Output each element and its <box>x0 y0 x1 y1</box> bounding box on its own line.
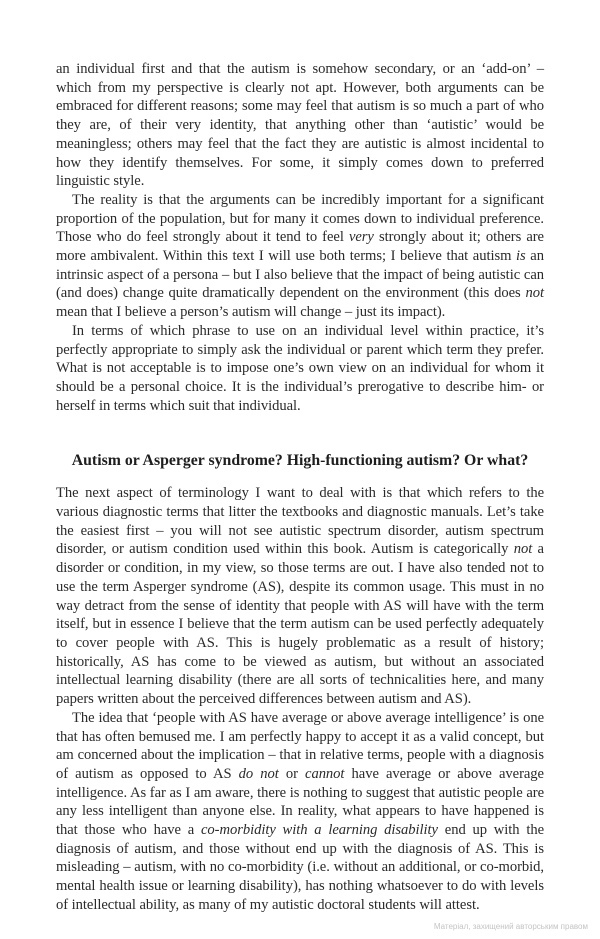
paragraph <box>56 322 544 416</box>
paragraph <box>56 484 544 708</box>
emphasized-text: not <box>513 541 533 558</box>
text-run: an intrinsic aspect of a persona – but I also believe that the impact of being autistic can (and does) change quite dramatically dependent on the environment (this does <box>56 248 544 302</box>
text-run: The next aspect of terminology I want to deal with is that which refers to the various diagnostic terms that litter the textbooks and diagnostic manuals. Let’s take the easiest first – you will not see autistic spectrum disorder, autism spectrum disorder, or autism condition used within this book. Autism is categorically <box>56 485 544 558</box>
text-run: mean that I believe a person’s autism will change – just its impact). <box>56 304 446 321</box>
copyright-watermark: Матеріал, захищений авторським правом <box>433 922 588 931</box>
text-run: an individual first and that the autism is somehow secondary, or an ‘add-on’ – which from my perspective is clearly not apt. However, both arguments can be embraced for different reasons; some may feel that autism is so much a part of who they are, of their very identity, that anything other than ‘autistic’ would be meaningless; others may feel that the fact they are autistic is almost incidental to how they identify themselves. For some, it simply comes down to preferred linguistic style. <box>56 61 544 190</box>
text-run: or <box>278 765 306 782</box>
book-page <box>56 60 544 915</box>
emphasized-text: cannot <box>305 765 345 782</box>
emphasized-text: co-morbidity with a learning disability <box>200 822 438 839</box>
text-run: The idea that ‘people with AS have average or above average intelligence’ is one that has often bemused me. I am perfectly happy to accept it as a valid concept, but am concerned about the implication – that in relative terms, people with a diagnosis of autism as opposed to AS <box>56 709 544 782</box>
emphasized-text: do not <box>238 765 279 782</box>
paragraph <box>56 60 544 191</box>
text-run: In terms of which phrase to use on an individual level within practice, it’s perfectly appropriate to simply ask the individual or parent which term they prefer. What is not acceptable is to impose one’s own view on an individual for whom it should be a personal choice. It is the individual’s prerogative to describe him- or herself in terms which suit that individual. <box>56 322 544 414</box>
text-run: have average or above average intelligence. As far as I am aware, there is nothing to suggest that autistic people are any less intelligent than anyone else. In reality, what appears to have happened is that those who have a <box>56 765 544 839</box>
section-heading: Autism or Asperger syndrome? High-functioning autism? Or what? <box>71 452 529 470</box>
paragraph <box>56 709 544 915</box>
text-run: strongly about it; others are more ambivalent. Within this text I will use both terms; I believe that autism <box>56 229 544 265</box>
emphasized-text: not <box>525 285 544 302</box>
text-run: a disorder or condition, in my view, so those terms are out. I have also tended not to use the term Asperger syndrome (AS), despite its common usage. This must in no way detract from the sense of identity that people with AS will have with the term itself, but in essence I believe that the term autism can be used perfectly adequately to cover people with AS. This is hugely problematic as a result of history; historically, AS has come to be viewed as autism, but without an associated intellectual learning disability (there are all sorts of technicalities here, and many papers written about the perceived differences between autism and AS). <box>56 541 544 708</box>
text-run: The reality is that the arguments can be incredibly important for a significant proportion of the population, but for many it comes down to individual preference. Those who do feel strongly about it tend to feel <box>56 191 544 246</box>
emphasized-text: very <box>348 229 374 246</box>
body-text-before-heading <box>56 60 544 415</box>
body-text-after-heading <box>56 484 544 914</box>
emphasized-text: is <box>516 248 526 265</box>
paragraph <box>56 191 544 322</box>
text-run: end up with the diagnosis of autism, and those without end up with the diagnosis of AS. This is misleading – autism, with no co-morbidity (i.e. without an additional, or co-morbid, mental health issue or learning disability), has nothing whatsoever to do with levels of intellectual ability, as many of my autistic doctoral students will attest. <box>56 822 544 913</box>
